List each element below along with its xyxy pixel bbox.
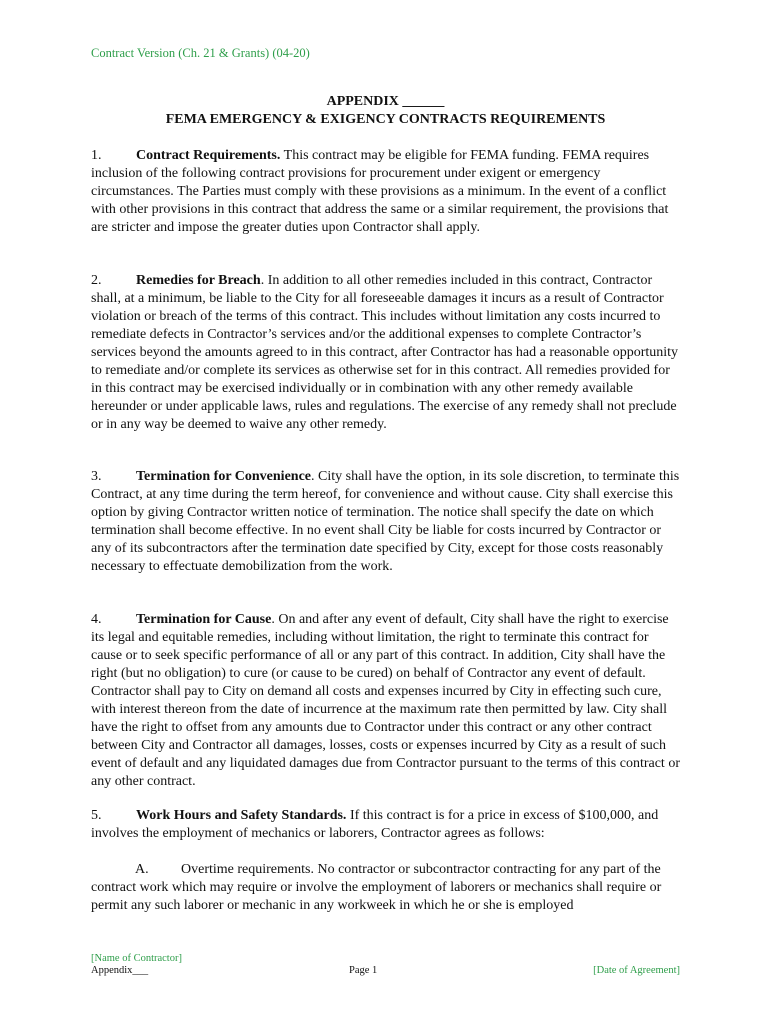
section-number: 5. xyxy=(91,808,102,823)
section-body: . On and after any event of default, City shall have the right to exercise its legal and equitable remedies, including without limitation, the right to terminate this contract for cause or to seek specific performance of all or any part of this contract. In addition, City shall have the right (but no obligation) to cure (or cause to be cured) on behalf of Contractor any event of default. Contractor shall pay to City on demand all costs and expenses incurred by City in effecting such cure, with interest thereon from the date of incurrence at the maximum rate then permitted by law. City shall have the right to offset from any amounts due to Contractor under this contract or any other contract between City and Contractor all damages, losses, costs or expenses incurred by City as a result of such event of default and any liquidated damages due from Contractor pursuant to the terms of this contract or any other contract. xyxy=(91,612,680,789)
section-remedies-for-breach xyxy=(91,272,680,434)
section-body: . In addition to all other remedies included in this contract, Contractor shall, at a minimum, be liable to the City for all foreseeable damages it incurs as a result of Contractor violation or breach of the terms of this contract. This includes without limitation any costs incurred to remediate defects in Contractor’s services and/or the additional expenses to complete Contractor’s services beyond the amounts agreed to in this contract, after Contractor has had a reasonable opportunity to remediate and/or complete its services as otherwise set for in this contract. All remedies provided for in this contract may be exercised individually or in combination with any other remedy available hereunder or under applicable laws, rules and regulations. The exercise of any remedy shall not preclude or in any way be deemed to waive any other remedy. xyxy=(91,273,679,432)
section-work-hours-safety xyxy=(91,807,680,843)
contract-version-header: Contract Version (Ch. 21 & Grants) (04-20) xyxy=(91,46,310,60)
section-number: 3. xyxy=(91,469,102,484)
section-heading: Termination for Cause xyxy=(136,612,272,627)
section-heading: Termination for Convenience xyxy=(136,469,311,484)
subsection-label: A. xyxy=(135,862,149,877)
section-heading: Contract Requirements. xyxy=(136,148,281,163)
section-body: If this contract is for a price in excess of $100,000, and involves the employment of mechanics or laborers, Contractor agrees as follows: xyxy=(91,808,659,841)
section-termination-for-cause xyxy=(91,611,680,791)
document-title: FEMA EMERGENCY & EXIGENCY CONTRACTS REQUIREMENTS xyxy=(165,112,606,127)
section-number: 4. xyxy=(91,612,102,627)
section-heading: Work Hours and Safety Standards. xyxy=(136,808,347,823)
subsection-overtime-requirements xyxy=(91,861,680,915)
section-number: 1. xyxy=(91,148,102,163)
footer-appendix: Appendix___ xyxy=(91,965,149,976)
section-heading: Remedies for Breach xyxy=(136,273,261,288)
section-body: This contract may be eligible for FEMA funding. FEMA requires inclusion of the following contract provisions for procurement under exigent or emergency circumstances. The Parties must comply with these provisions as a minimum. In the event of a conflict with other provisions in this contract that address the same or a similar requirement, the provisions that are stricter and impose the greater duties upon Contractor shall apply. xyxy=(91,148,669,235)
appendix-title: APPENDIX ______ xyxy=(326,94,445,109)
footer-date-of-agreement: [Date of Agreement] xyxy=(593,965,680,976)
section-body: . City shall have the option, in its sole discretion, to terminate this Contract, at any time during the term hereof, for convenience and without cause. City shall exercise this option by giving Contractor written notice of termination. The notice shall specify the date on which termination shall become effective. In no event shall City be liable for costs incurred by Contractor or any of its subcontractors after the termination date specified by City, except for those costs reasonably necessary to effectuate demobilization from the work. xyxy=(91,469,680,574)
subsection-body: Overtime requirements. No contractor or subcontractor contracting for any part of the contract work which may require or involve the employment of laborers or mechanics shall require or permit any such laborer or mechanic in any workweek in which he or she is employed xyxy=(91,862,662,913)
section-contract-requirements xyxy=(91,147,680,237)
footer-contractor-name: [Name of Contractor] xyxy=(91,953,182,964)
footer-page-number: Page 1 xyxy=(349,965,378,976)
section-termination-for-convenience xyxy=(91,468,680,576)
section-number: 2. xyxy=(91,273,102,288)
